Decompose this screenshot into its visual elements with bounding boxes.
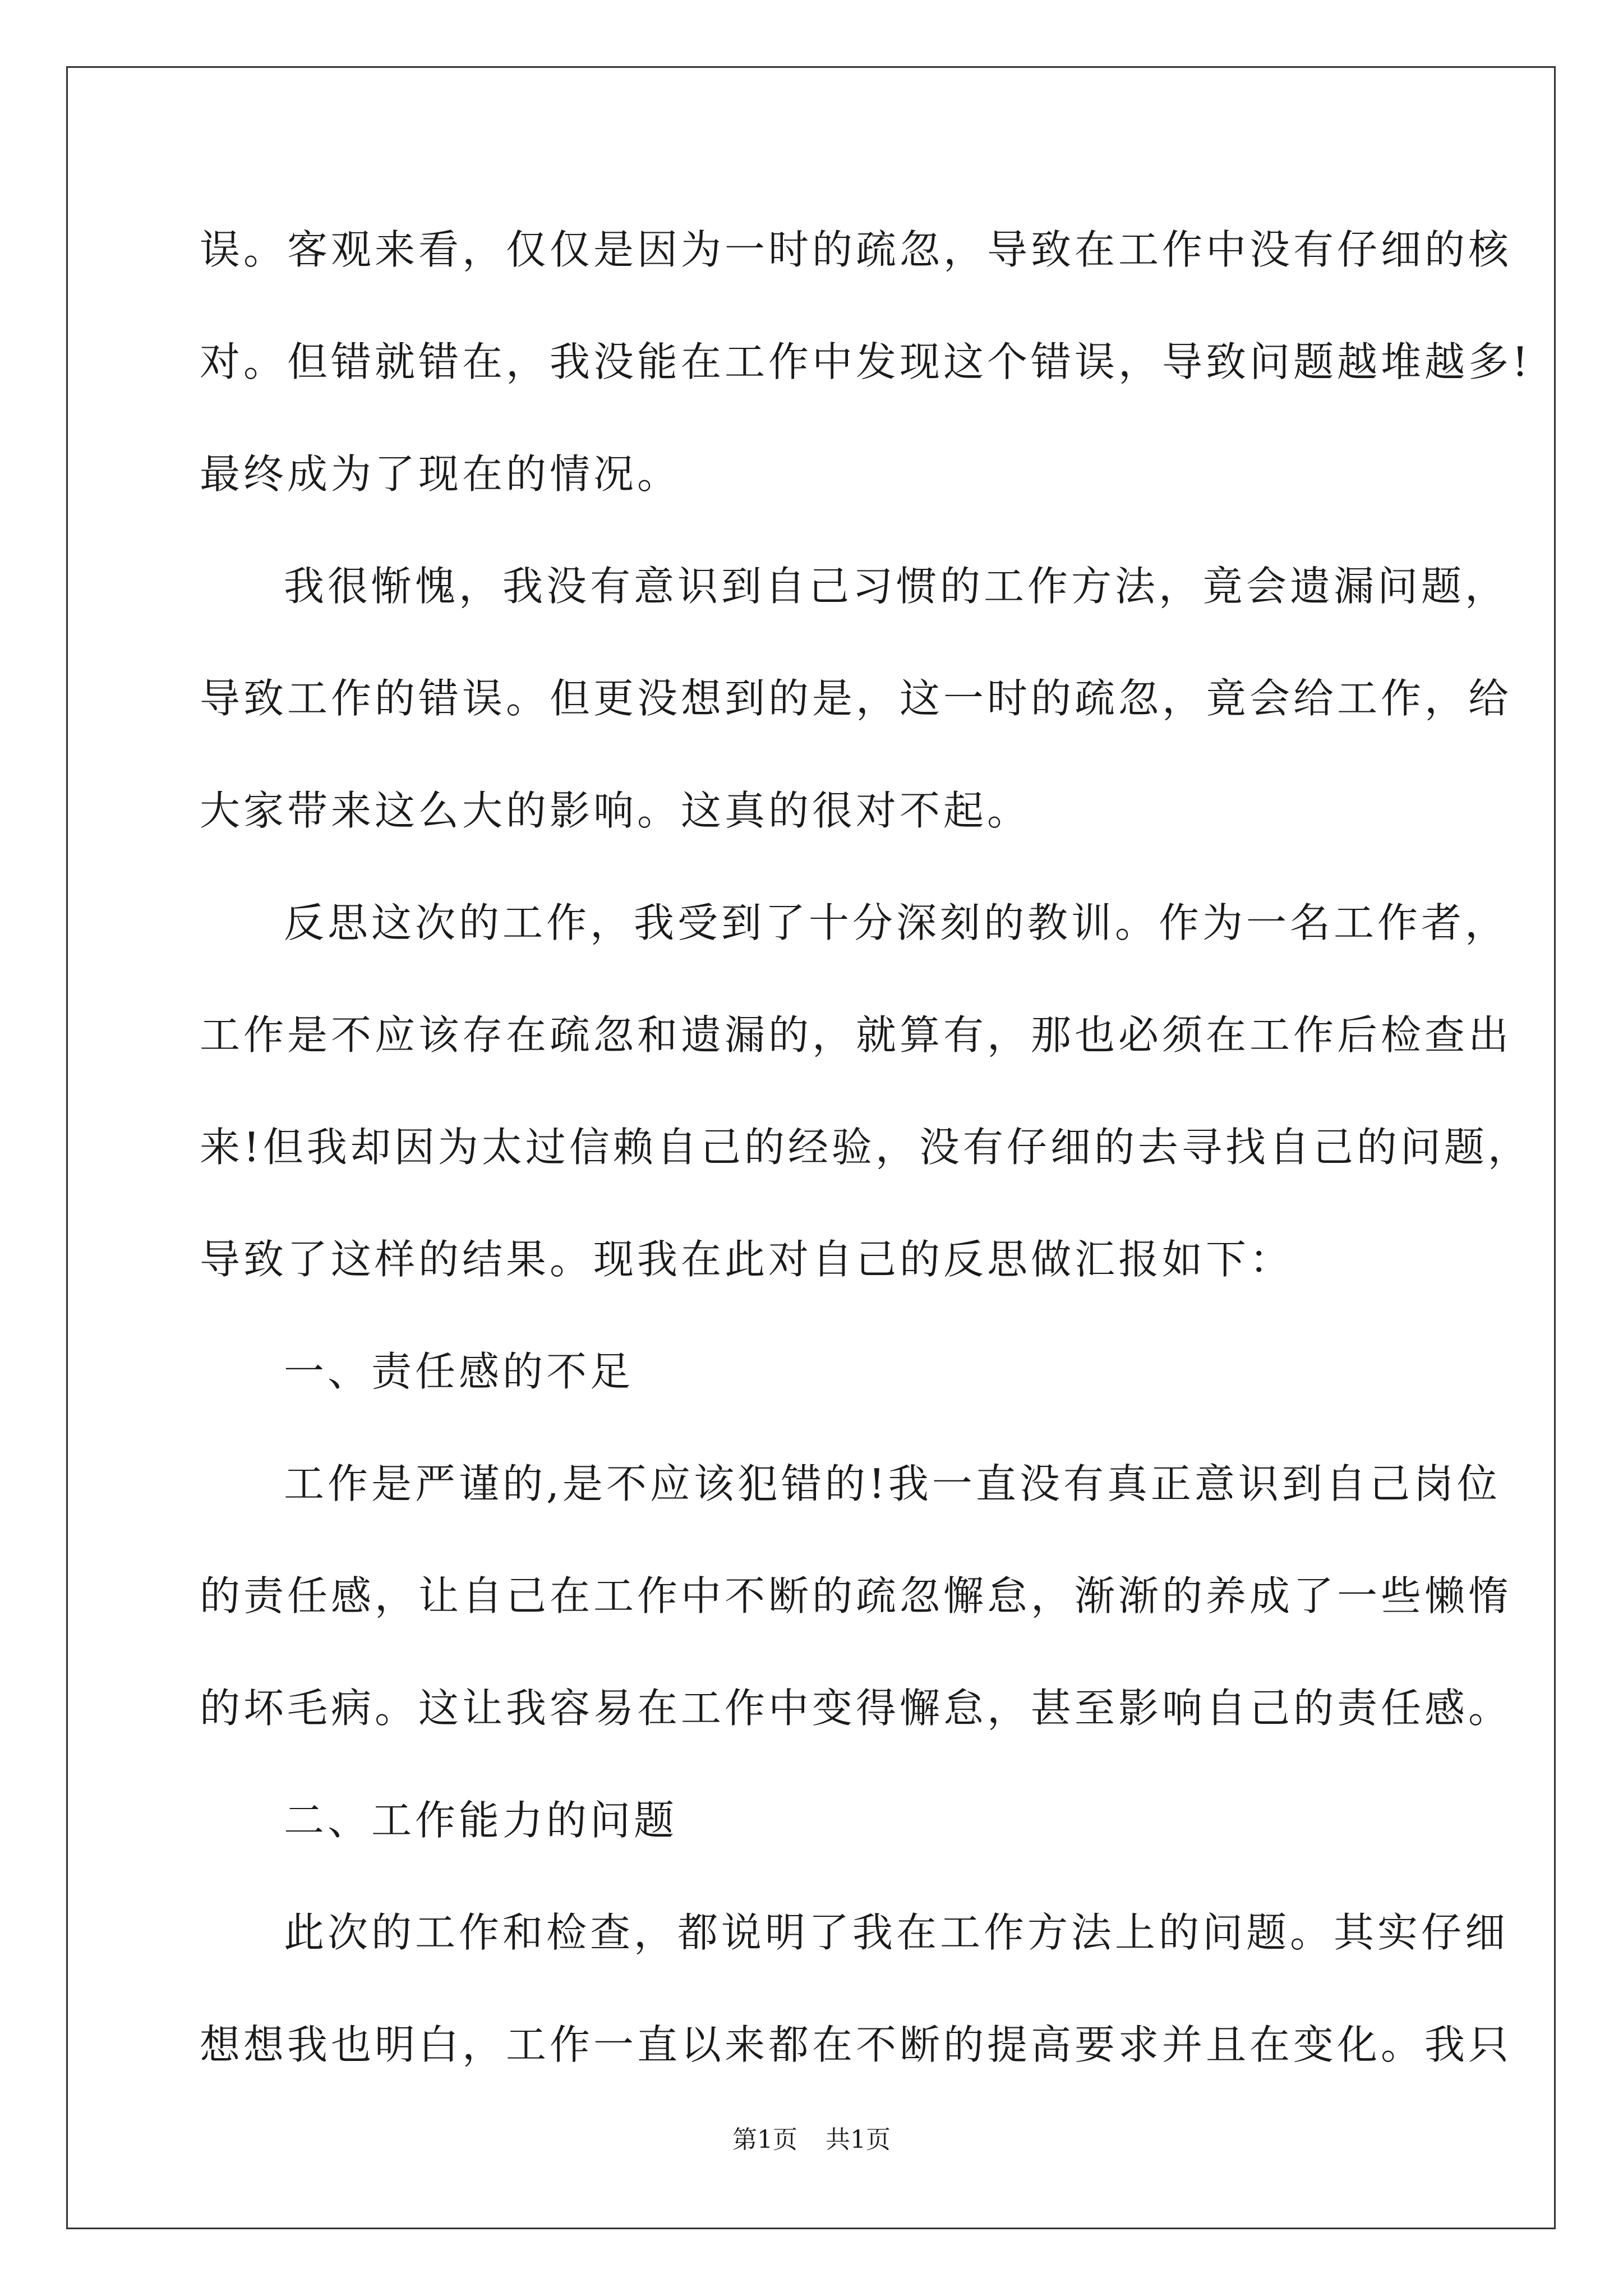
text-line: 大家带来这么大的影响。这真的很对不起。 [200,787,1031,834]
text-line: 导致了这样的结果。现我在此对自己的反思做汇报如下： [200,1236,1294,1283]
paragraph-start-line: 反思这次的工作，我受到了十分深刻的教训。作为一名工作者， [284,899,1509,946]
text-line: 想想我也明白，工作一直以来都在不断的提高要求并且在变化。我只 [200,2021,1513,2068]
text-line: 来!但我却因为太过信赖自己的经验，没有仔细的去寻找自己的问题， [200,1124,1532,1171]
section-heading: 二、工作能力的问题 [284,1797,678,1844]
paragraph-start-line: 工作是严谨的,是不应该犯错的!我一直没有真正意识到自己岗位 [284,1460,1501,1507]
page-footer [0,2123,1623,2157]
text-line: 的坏毛病。这让我容易在工作中变得懈怠，甚至影响自己的责任感。 [200,1685,1513,1732]
text-line: 的责任感，让自己在工作中不断的疏忽懈怠，渐渐的养成了一些懒惰 [200,1572,1513,1619]
page-number-current: 第1页 [732,2125,797,2154]
section-heading: 一、责任感的不足 [284,1348,634,1395]
text-line: 最终成为了现在的情况。 [200,450,681,498]
text-line: 对。但错就错在，我没能在工作中发现这个错误，导致问题越堆越多! [200,338,1532,385]
text-line: 误。客观来看，仅仅是因为一时的疏忽，导致在工作中没有仔细的核 [200,226,1513,273]
page-number-total: 共1页 [826,2125,891,2154]
text-line: 导致工作的错误。但更没想到的是，这一时的疏忽，竟会给工作，给 [200,675,1513,722]
document-body [200,219,1532,2126]
paragraph-start-line: 此次的工作和检查，都说明了我在工作方法上的问题。其实仔细 [284,1909,1509,1956]
paragraph-start-line: 我很惭愧，我没有意识到自己习惯的工作方法，竟会遗漏问题， [284,563,1509,610]
text-line: 工作是不应该存在疏忽和遗漏的，就算有，那也必须在工作后检查出 [200,1011,1513,1059]
